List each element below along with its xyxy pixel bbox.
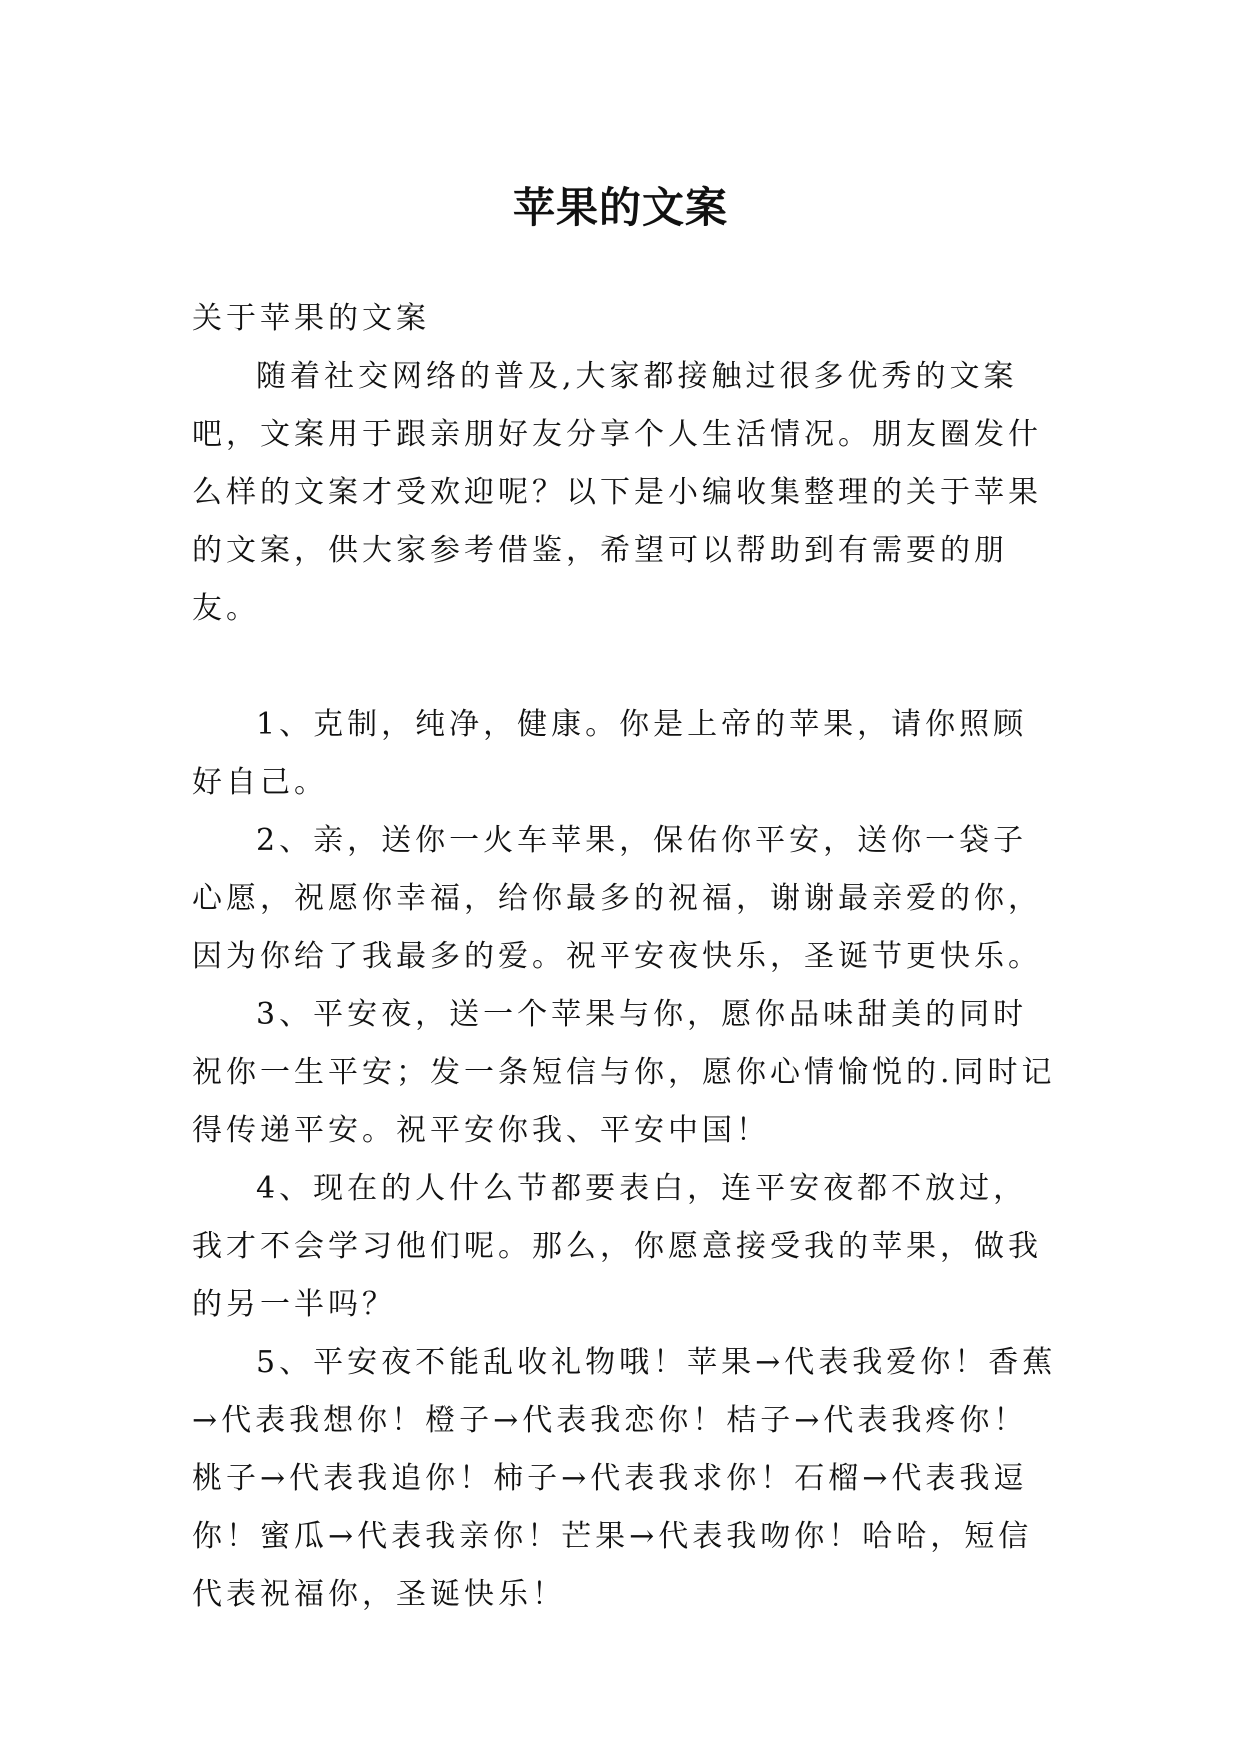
document-subtitle: 关于苹果的文案 <box>192 301 430 336</box>
list-item: 1、克制，纯净，健康。你是上帝的苹果，请你照顾好自己。 <box>192 707 1028 800</box>
list-item: 4、现在的人什么节都要表白，连平安夜都不放过，我才不会学习他们呢。那么，你愿意接受我的苹果，做我的另一半吗？ <box>192 1171 1042 1322</box>
paragraph-spacer <box>192 638 1058 696</box>
list-item: 5、平安夜不能乱收礼物哦！苹果→代表我爱你！香蕉→代表我想你！橙子→代表我恋你！桔子→代表我疼你！桃子→代表我追你！柿子→代表我求你！石榴→代表我逗你！蜜瓜→代表我亲你！芒果→代表我吻你！哈哈，短信代表祝福你，圣诞快乐！ <box>192 1345 1057 1612</box>
list-item: 2、亲，送你一火车苹果，保佑你平安，送你一袋子心愿，祝愿你幸福，给你最多的祝福，谢谢最亲爱的你，因为你给了我最多的爱。祝平安夜快乐，圣诞节更快乐。 <box>192 823 1042 974</box>
document-body <box>192 290 1058 1624</box>
document-title: 苹果的文案 <box>512 183 728 233</box>
list-item: 3、平安夜，送一个苹果与你，愿你品味甜美的同时祝你一生平安；发一条短信与你，愿你心情愉悦的.同时记得传递平安。祝平安你我、平安中国！ <box>192 997 1056 1148</box>
intro-paragraph: 随着社交网络的普及,大家都接触过很多优秀的文案吧，文案用于跟亲朋好友分享个人生活情况。朋友圈发什么样的文案才受欢迎呢？以下是小编收集整理的关于苹果的文案，供大家参考借鉴，希望可以帮助到有需要的朋友。 <box>192 359 1042 626</box>
